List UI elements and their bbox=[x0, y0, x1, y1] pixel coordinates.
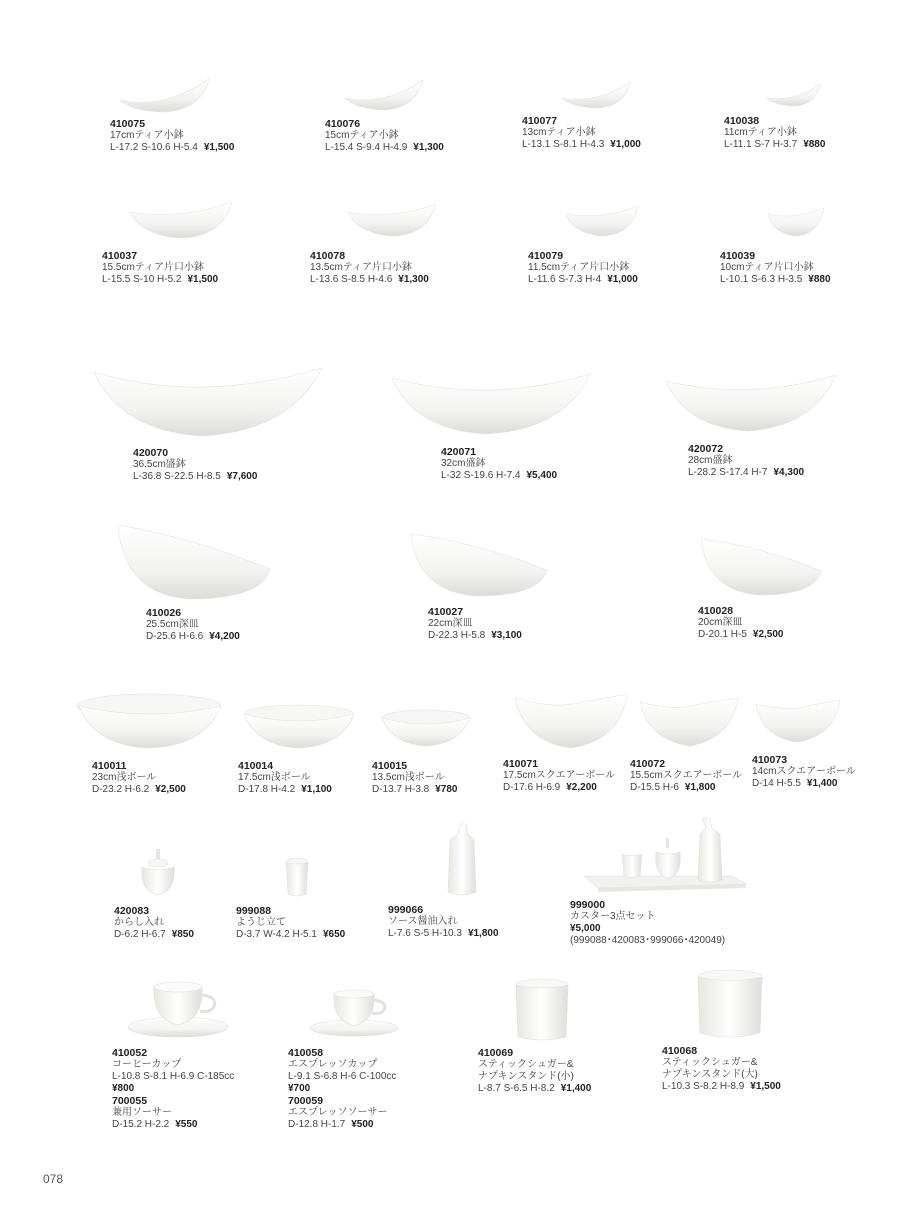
product-code: 410071 bbox=[503, 758, 539, 770]
product-code: 410077 bbox=[522, 115, 558, 127]
product-name: ようじ立て bbox=[236, 917, 286, 928]
square-bowl-image bbox=[636, 694, 742, 752]
product-name: 22cm深皿 bbox=[428, 618, 473, 629]
product-dims: L-13.1 S-8.1 H-4.3 bbox=[522, 139, 605, 150]
product-price: ¥3,100 bbox=[491, 630, 522, 641]
saucer-code: 700055 bbox=[112, 1095, 148, 1107]
product-name-line2: ナプキンスタンド(小) bbox=[478, 1071, 574, 1082]
set-contents-note: (999088･420083･999066･420049) bbox=[570, 935, 726, 946]
product-code: 420070 bbox=[133, 447, 169, 459]
product-price: ¥780 bbox=[435, 784, 458, 795]
product-name: 13.5cmティア片口小鉢 bbox=[310, 262, 412, 273]
product-name: 13cmティア小鉢 bbox=[522, 127, 596, 138]
product-price: ¥2,500 bbox=[752, 629, 784, 640]
product-name: スティックシュガー& bbox=[662, 1057, 758, 1068]
product-price: ¥2,200 bbox=[566, 782, 597, 793]
serving-bowl-image bbox=[388, 350, 598, 440]
lipped-bowl-image bbox=[558, 196, 668, 246]
product-price: ¥5,400 bbox=[526, 470, 558, 481]
product-code: 410039 bbox=[720, 250, 756, 262]
product-name: 13.5cm浅ボール bbox=[372, 772, 445, 783]
product-name: 25.5cm深皿 bbox=[146, 619, 199, 630]
product-code: 410026 bbox=[146, 607, 182, 619]
product-price: ¥1,100 bbox=[301, 784, 332, 795]
product-dims: L-32 S-19.6 H-7.4 bbox=[441, 470, 521, 481]
product-dims: L-15.5 S-10 H-5.2 bbox=[102, 274, 182, 285]
lipped-bowl-image bbox=[122, 190, 252, 242]
product-dims: L-13.6 S-8.5 H-4.6 bbox=[310, 274, 393, 285]
sugar-stand-large-image bbox=[692, 965, 772, 1041]
product-price: ¥1,400 bbox=[560, 1083, 592, 1094]
tear-bowl-image bbox=[552, 60, 652, 116]
saucer-code: 700059 bbox=[288, 1095, 324, 1107]
product-dims: D-22.3 H-5.8 bbox=[428, 630, 486, 641]
shallow-bowl-image bbox=[75, 688, 225, 754]
product-dims: L-28.2 S-17.4 H-7 bbox=[688, 467, 768, 478]
product-code: 410037 bbox=[102, 250, 138, 262]
product-dims: L-15.4 S-9.4 H-4.9 bbox=[325, 142, 408, 153]
product-dims: L-9.1 S-6.8 H-6 C-100cc bbox=[288, 1071, 397, 1082]
sugar-stand-small-image bbox=[508, 975, 578, 1043]
product-dims: L-17.2 S-10.6 H-5.4 bbox=[110, 142, 198, 153]
product-price: ¥880 bbox=[803, 139, 826, 150]
lipped-bowl-image bbox=[340, 192, 460, 242]
saucer-name: 兼用ソーサー bbox=[112, 1107, 172, 1118]
saucer-price: ¥550 bbox=[175, 1119, 198, 1130]
product-price: ¥1,000 bbox=[607, 274, 638, 285]
saucer-dims: D-15.2 H-2.2 bbox=[112, 1119, 170, 1130]
caster-set-image bbox=[582, 812, 752, 894]
product-price: ¥1,400 bbox=[806, 778, 838, 789]
product-name: 10cmティア片口小鉢 bbox=[720, 262, 814, 273]
saucer-name: エスプレッソソーサー bbox=[288, 1107, 388, 1118]
product-price: ¥1,500 bbox=[203, 142, 235, 153]
product-name: からし入れ bbox=[114, 917, 164, 928]
product-code: 410068 bbox=[662, 1045, 698, 1057]
product-price: ¥4,200 bbox=[209, 631, 240, 642]
product-code: 410058 bbox=[288, 1047, 324, 1059]
product-code: 999066 bbox=[388, 904, 424, 916]
serving-bowl-image bbox=[662, 355, 842, 435]
product-price: ¥1,000 bbox=[610, 139, 641, 150]
page-number: 078 bbox=[43, 1172, 64, 1186]
product-name: 15cmティア小鉢 bbox=[325, 130, 399, 141]
product-name: 15.5cmティア片口小鉢 bbox=[102, 262, 204, 273]
product-dims: D-17.6 H-6.9 bbox=[503, 782, 561, 793]
tear-bowl-image bbox=[335, 60, 435, 118]
product-dims: D-3.7 W-4.2 H-5.1 bbox=[236, 929, 317, 940]
product-dims: D-6.2 H-6.7 bbox=[114, 929, 166, 940]
deep-plate-image bbox=[110, 515, 280, 605]
product-price: ¥7,600 bbox=[226, 471, 258, 482]
product-code: 410038 bbox=[724, 115, 760, 127]
product-name: 14cmスクエアーボール bbox=[752, 766, 856, 777]
product-name: 36.5cm盛鉢 bbox=[133, 459, 186, 470]
square-bowl-image bbox=[752, 696, 844, 748]
tear-bowl-image bbox=[754, 60, 854, 116]
toothpick-holder-image bbox=[282, 854, 322, 900]
square-bowl-image bbox=[511, 690, 631, 752]
product-name: 17cmティア小鉢 bbox=[110, 130, 184, 141]
product-code: 999000 bbox=[570, 899, 606, 911]
saucer-price: ¥500 bbox=[351, 1119, 374, 1130]
shallow-bowl-image bbox=[380, 706, 472, 752]
product-name: 11.5cmティア片口小鉢 bbox=[528, 262, 630, 273]
product-name: 28cm盛鉢 bbox=[688, 455, 733, 466]
product-dims: D-14 H-5.5 bbox=[752, 778, 801, 789]
product-code: 410011 bbox=[92, 760, 127, 772]
espresso-cup-image bbox=[308, 980, 408, 1040]
product-name: 17.5cmスクエアーボール bbox=[503, 770, 616, 781]
product-dims: L-8.7 S-6.5 H-8.2 bbox=[478, 1083, 555, 1094]
product-name: コーヒーカップ bbox=[112, 1059, 182, 1070]
product-price: ¥4,300 bbox=[773, 467, 805, 478]
product-dims: D-13.7 H-3.8 bbox=[372, 784, 430, 795]
product-code: 410073 bbox=[752, 754, 788, 766]
deep-plate-image bbox=[405, 520, 555, 600]
product-name: 15.5cmスクエアーボール bbox=[630, 770, 743, 781]
product-code: 420083 bbox=[114, 905, 150, 917]
mustard-pot-image bbox=[132, 845, 192, 900]
product-dims: L-7.6 S-5 H-10.3 bbox=[388, 928, 462, 939]
product-price: ¥880 bbox=[808, 274, 831, 285]
product-dims: L-10.1 S-6.3 H-3.5 bbox=[720, 274, 803, 285]
product-name: 11cmティア小鉢 bbox=[724, 127, 797, 138]
product-dims: L-10.3 S-8.2 H-8.9 bbox=[662, 1081, 745, 1092]
product-dims: L-36.8 S-22.5 H-8.5 bbox=[133, 471, 221, 482]
product-price: ¥2,500 bbox=[155, 784, 186, 795]
product-dims: L-10.8 S-8.1 H-6.9 C-185cc bbox=[112, 1071, 235, 1082]
sauce-bottle-image bbox=[438, 820, 488, 898]
product-code: 999088 bbox=[236, 905, 272, 917]
product-name: エスプレッソカップ bbox=[288, 1059, 378, 1070]
product-name: 17.5cm浅ボール bbox=[238, 772, 311, 783]
product-price: ¥650 bbox=[322, 929, 346, 940]
tear-bowl-image bbox=[110, 60, 220, 120]
product-code: 410079 bbox=[528, 250, 564, 262]
product-dims: D-20.1 H-5 bbox=[698, 629, 747, 640]
product-price: ¥5,000 bbox=[570, 923, 601, 934]
product-code: 410076 bbox=[325, 118, 361, 130]
product-code: 420071 bbox=[441, 446, 477, 458]
product-price: ¥1,800 bbox=[684, 782, 716, 793]
coffee-cup-image bbox=[126, 975, 236, 1041]
product-price: ¥1,500 bbox=[750, 1081, 781, 1092]
serving-bowl-image bbox=[90, 340, 330, 440]
product-price: ¥1,500 bbox=[187, 274, 219, 285]
product-price: ¥1,300 bbox=[398, 274, 429, 285]
product-price: ¥1,800 bbox=[467, 928, 499, 939]
product-code: 410072 bbox=[630, 758, 666, 770]
product-name-line2: ナプキンスタンド(大) bbox=[662, 1069, 758, 1080]
product-code: 410078 bbox=[310, 250, 346, 262]
product-code: 420072 bbox=[688, 443, 724, 455]
product-price: ¥700 bbox=[288, 1083, 311, 1094]
product-name: スティックシュガー& bbox=[478, 1059, 574, 1070]
product-name: カスター3点セット bbox=[570, 911, 656, 922]
lipped-bowl-image bbox=[760, 198, 860, 248]
product-price: ¥800 bbox=[112, 1083, 135, 1094]
shallow-bowl-image bbox=[242, 700, 357, 754]
product-price: ¥850 bbox=[171, 929, 194, 940]
product-dims: L-11.1 S-7 H-3.7 bbox=[724, 139, 798, 150]
product-dims: D-23.2 H-6.2 bbox=[92, 784, 150, 795]
product-name: ソース醤油入れ bbox=[388, 916, 458, 927]
product-name: 23cm浅ボール bbox=[92, 772, 157, 783]
deep-plate-image bbox=[695, 525, 830, 599]
product-name: 20cm深皿 bbox=[698, 617, 743, 628]
product-code: 410027 bbox=[428, 606, 464, 618]
product-code: 410069 bbox=[478, 1047, 514, 1059]
product-dims: D-15.5 H-6 bbox=[630, 782, 679, 793]
product-code: 410052 bbox=[112, 1047, 148, 1059]
product-code: 410075 bbox=[110, 118, 146, 130]
product-dims: D-17.8 H-4.2 bbox=[238, 784, 296, 795]
product-code: 410028 bbox=[698, 605, 734, 617]
product-dims: L-11.6 S-7.3 H-4 bbox=[528, 274, 602, 285]
product-code: 410014 bbox=[238, 760, 274, 772]
product-name: 32cm盛鉢 bbox=[441, 458, 486, 469]
product-price: ¥1,300 bbox=[413, 142, 444, 153]
product-dims: D-25.6 H-6.6 bbox=[146, 631, 204, 642]
saucer-dims: D-12.8 H-1.7 bbox=[288, 1119, 346, 1130]
product-code: 410015 bbox=[372, 760, 408, 772]
